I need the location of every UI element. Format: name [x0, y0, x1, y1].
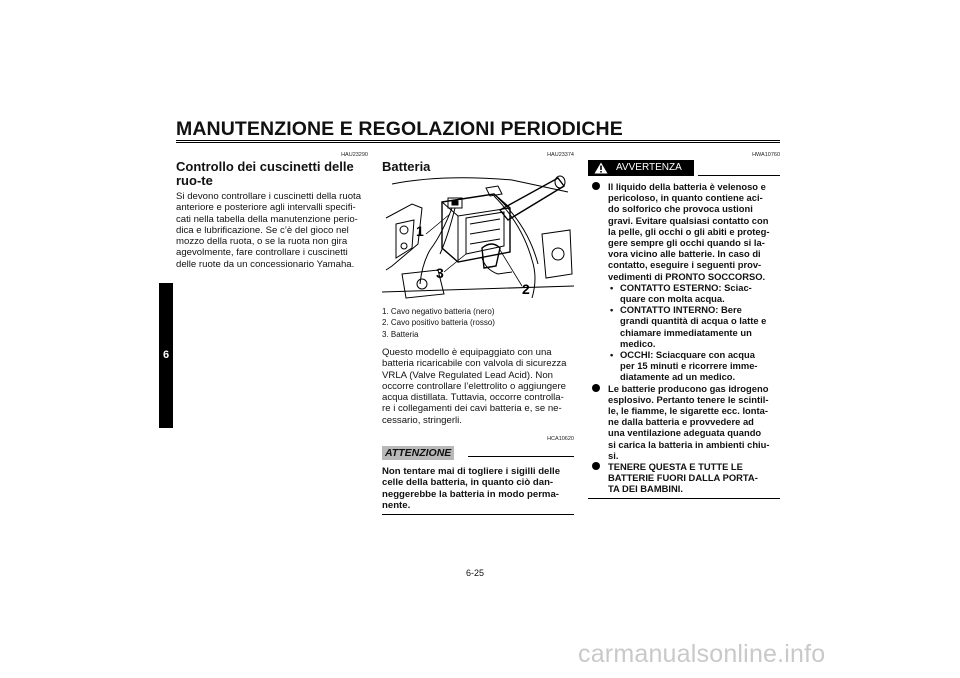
text-line: per 15 minuti e ricorrere imme-: [620, 360, 758, 372]
text-line: pericoloso, in quanto contiene aci-: [608, 192, 763, 204]
warning-triangle-icon: [594, 162, 608, 174]
text-line: ne dalla batteria e provvedere ad: [608, 416, 754, 428]
text-line: celle della batteria, in quanto ciò dan-: [382, 477, 554, 489]
warning-subitem: [588, 349, 781, 383]
text-line: diatamente ad un medico.: [620, 371, 736, 383]
text-line: cessario, stringerli.: [382, 414, 462, 426]
caution-end-rule: [382, 514, 574, 515]
text-line: occorre controllare l’elettrolito o aggiungere: [382, 380, 566, 392]
text-line: contatto, eseguire i seguenti prov-: [608, 259, 762, 271]
caution-box: [382, 443, 574, 515]
text-line: medico.: [620, 337, 656, 349]
text-line: nente.: [382, 499, 411, 511]
dot-icon: •: [610, 349, 614, 361]
text-line: Si devono controllare i cuscinetti della ruota: [176, 191, 362, 202]
battery-illustration: [382, 174, 574, 302]
text-line: VRLA (Valve Regulated Lead Acid). Non: [382, 369, 554, 381]
text-line: cati nella tabella della manutenzione perio-: [176, 213, 358, 225]
text-line: Non tentare mai di togliere i sigilli delle: [382, 466, 561, 477]
warning-rule: [698, 175, 780, 176]
bullet-icon: [592, 182, 600, 190]
chapter-number: 6: [162, 349, 170, 361]
text-line: OCCHI: Sciacquare con acqua: [620, 349, 755, 361]
text-line: una ventilazione adeguata quando: [608, 427, 762, 439]
text-line: neggerebbe la batteria in modo perma-: [382, 488, 559, 500]
text-line: quare con molta acqua.: [620, 293, 725, 305]
figure-label: 3: [436, 265, 444, 281]
warning-badge: [588, 160, 694, 176]
text-line: TA DEI BAMBINI.: [608, 483, 683, 495]
text-line: acqua distillata. Tuttavia, occorre controlla-: [382, 392, 564, 404]
caution-label: ATTENZIONE: [382, 446, 454, 460]
warning-code: HWA10760: [752, 152, 780, 158]
header-rule: [176, 140, 780, 143]
text-line: le, le fiamme, le sigarette ecc. lonta-: [608, 405, 768, 417]
warning-item: [588, 383, 781, 461]
text-line: batteria ricaricabile con valvola di sicurezza: [382, 358, 567, 370]
text-line: anteriore e posteriore agli intervalli specifi-: [176, 202, 356, 214]
text-line: do solforico che provoca ustioni: [608, 203, 753, 215]
section-code: HAU23290: [341, 152, 368, 158]
text-line: si carica la batteria in ambienti chiu-: [608, 438, 770, 450]
watermark: carmanualsonline.info: [578, 640, 826, 668]
section-title: Batteria: [382, 159, 431, 174]
warning-subitem: [588, 282, 781, 304]
battery-body: [382, 347, 574, 426]
text-line: si.: [608, 449, 619, 461]
text-line: la pelle, gli occhi o gli abiti e proteg-: [608, 225, 770, 237]
caption-line: 3. Batteria: [382, 329, 419, 339]
warning-item: [588, 181, 781, 282]
page-number: 6-25: [466, 568, 485, 578]
text-line: Le batterie producono gas idrogeno: [608, 382, 769, 394]
figure-label: 2: [522, 281, 530, 297]
text-line: Questo modello è equipaggiato con una: [382, 347, 552, 358]
warning-label: AVVERTENZA: [616, 162, 682, 173]
text-line: CONTATTO ESTERNO: Sciac-: [620, 281, 752, 293]
caption-line: 1. Cavo negativo batteria (nero): [382, 307, 495, 316]
wheel-bearings-section: [176, 160, 368, 270]
page-header: [176, 118, 780, 140]
figure-label: 1: [416, 223, 424, 239]
text-line: Il liquido della batteria è velenoso e: [608, 181, 766, 192]
caption-line: 2. Cavo positivo batteria (rosso): [382, 318, 495, 328]
text-line: gravi. Evitare qualsiasi contatto con: [608, 214, 769, 226]
section-body: [176, 191, 368, 270]
text-line: re i collegamenti dei cavi batteria e, se ne-: [382, 403, 562, 415]
text-line: dica e lubrificazione. Se c’è del gioco nel: [176, 224, 349, 236]
text-line: vora vicino alle batterie. In caso di: [608, 248, 761, 260]
dot-icon: •: [610, 281, 614, 293]
text-line: CONTATTO INTERNO: Bere: [620, 304, 742, 316]
text-line: TENERE QUESTA E TUTTE LE: [608, 461, 743, 473]
bullet-icon: [592, 384, 600, 392]
text-line: grandi quantità di acqua o latte e: [620, 315, 767, 327]
caution-code: HCA10620: [547, 436, 574, 442]
section-title: Controllo dei cuscinetti delle ruo-te: [176, 159, 354, 188]
warning-list: [588, 181, 781, 499]
text-line: BATTERIE FUORI DALLA PORTA-: [608, 472, 758, 484]
text-line: mozzo della ruota, o se la ruota non gira: [176, 236, 348, 248]
warning-item: [588, 461, 781, 495]
text-line: vedimenti di PRONTO SOCCORSO.: [608, 270, 766, 282]
figure-captions: [382, 306, 495, 340]
caution-rule: [468, 456, 574, 457]
bullet-icon: [592, 462, 600, 470]
warning-end-rule: [588, 498, 780, 499]
warning-header: [588, 160, 780, 176]
warning-subitem: [588, 304, 781, 349]
caution-text: [382, 466, 574, 511]
text-line: agevolmente, fare controllare i cuscinetti: [176, 247, 348, 259]
page-title: MANUTENZIONE E REGOLAZIONI PERIODICHE: [176, 118, 623, 140]
text-line: esplosivo. Pertanto tenere le scintil-: [608, 393, 769, 405]
text-line: delle ruote da un concessionario Yamaha.: [176, 258, 355, 270]
section-code: HAU23374: [547, 152, 574, 158]
dot-icon: •: [610, 304, 614, 316]
text-line: chiamare immediatamente un: [620, 326, 752, 338]
text-line: gere sempre gli occhi quando si la-: [608, 237, 765, 249]
